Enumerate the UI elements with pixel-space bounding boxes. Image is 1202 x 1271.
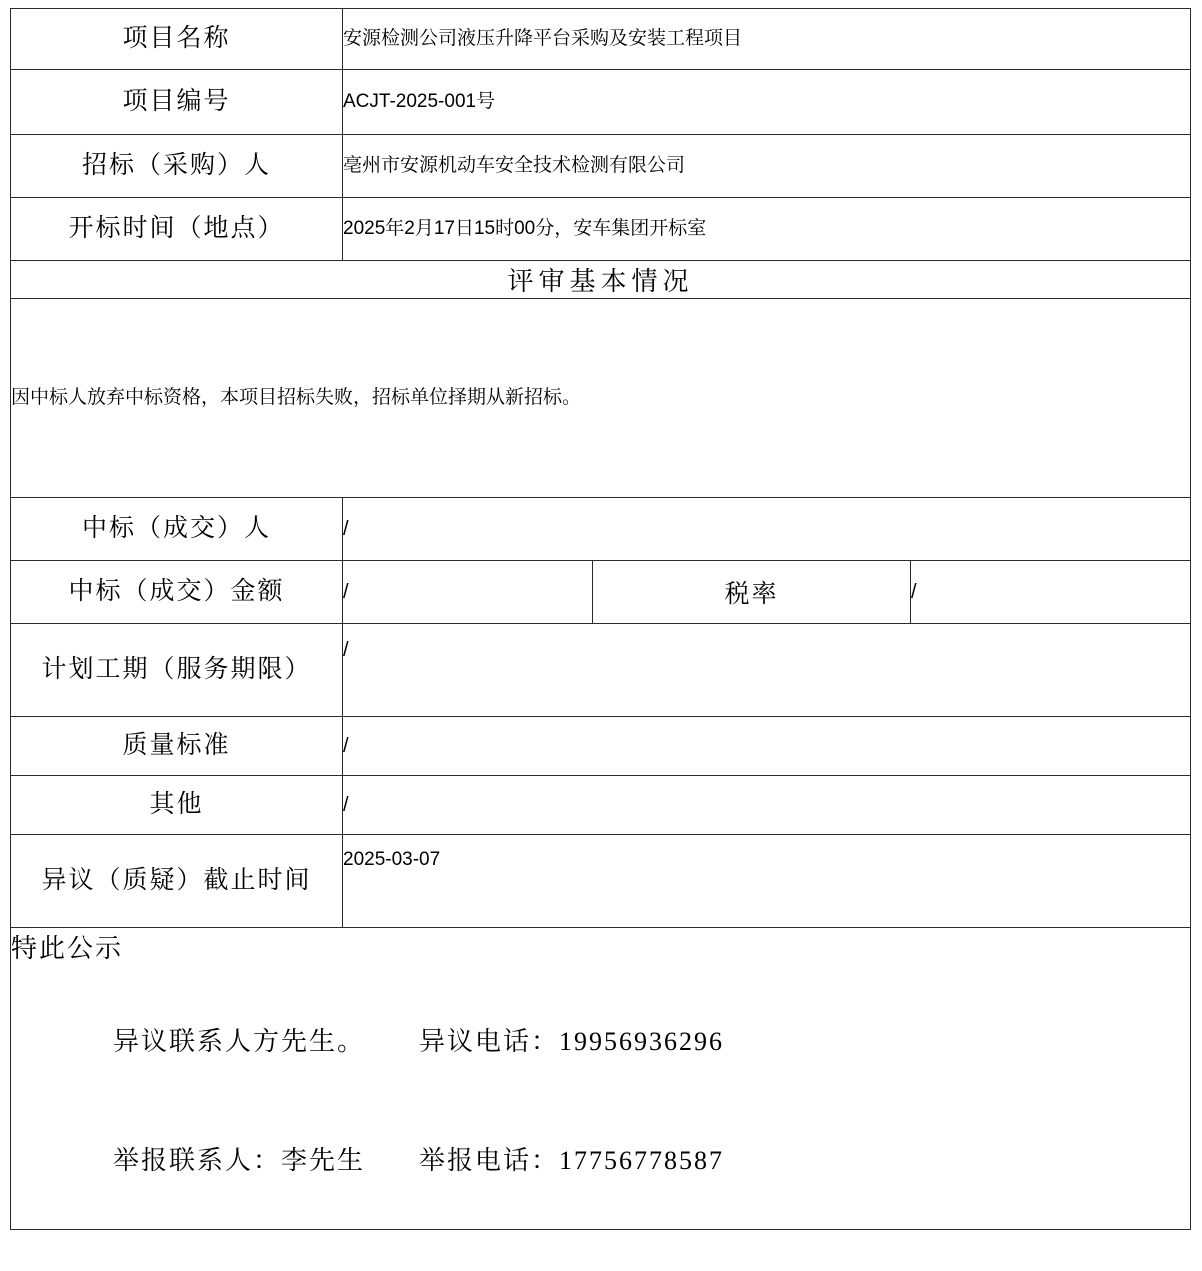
report-contact-label: 举报联系人：李先生 [113,1146,366,1175]
row-value-winner: / [343,498,1191,561]
row-value-quality: / [343,717,1191,776]
table-row [11,299,1191,498]
row-label-other: 其他 [11,776,343,835]
objection-phone-label: 异议电话：19956936296 [419,1027,725,1056]
row-value-amount: / [343,561,593,624]
table-row [11,261,1191,299]
table-row [11,624,1191,717]
row-label-project-name: 项目名称 [11,9,343,70]
table-row [11,928,1191,1230]
table-row [11,70,1191,135]
row-label-duration: 计划工期（服务期限） [11,624,343,717]
table-row [11,135,1191,198]
row-value-other: / [343,776,1191,835]
row-value-bid-opening: 2025年2月17日15时00分，安车集团开标室 [343,198,1191,261]
row-label-amount: 中标（成交）金额 [11,561,343,624]
table-row [11,9,1191,70]
row-label-bid-opening: 开标时间（地点） [11,198,343,261]
row-label-winner: 中标（成交）人 [11,498,343,561]
table-row [11,776,1191,835]
row-value-project-name: 安源检测公司液压升降平台采购及安装工程项目 [343,9,1191,70]
row-label-objection-deadline: 异议（质疑）截止时间 [11,835,343,928]
row-label-tax-rate: 税率 [593,561,911,624]
table-row [11,198,1191,261]
row-value-tenderee: 亳州市安源机动车安全技术检测有限公司 [343,135,1191,198]
review-section-content: 因中标人放弃中标资格，本项目招标失败，招标单位择期从新招标。 [11,299,1191,498]
table-row [11,498,1191,561]
row-value-project-number: ACJT-2025-001号 [343,70,1191,135]
table-row [11,835,1191,928]
row-label-tenderee: 招标（采购）人 [11,135,343,198]
notice-line-announcement: 特此公示 [11,934,124,963]
announcement-table [10,8,1191,1230]
notice-line-report [11,1110,1190,1207]
table-row [11,561,1191,624]
footer-notice [11,928,1191,1230]
objection-contact-label: 异议联系人方先生。 [113,1027,366,1056]
row-label-project-number: 项目编号 [11,70,343,135]
table-row [11,717,1191,776]
row-value-objection-deadline: 2025-03-07 [343,835,1191,928]
notice-line-objection [11,991,1190,1088]
row-value-tax-rate: / [911,561,1191,624]
review-section-title: 评审基本情况 [11,261,1191,299]
row-label-quality: 质量标准 [11,717,343,776]
row-value-duration: / [343,624,1191,717]
report-phone-label: 举报电话：17756778587 [419,1146,725,1175]
